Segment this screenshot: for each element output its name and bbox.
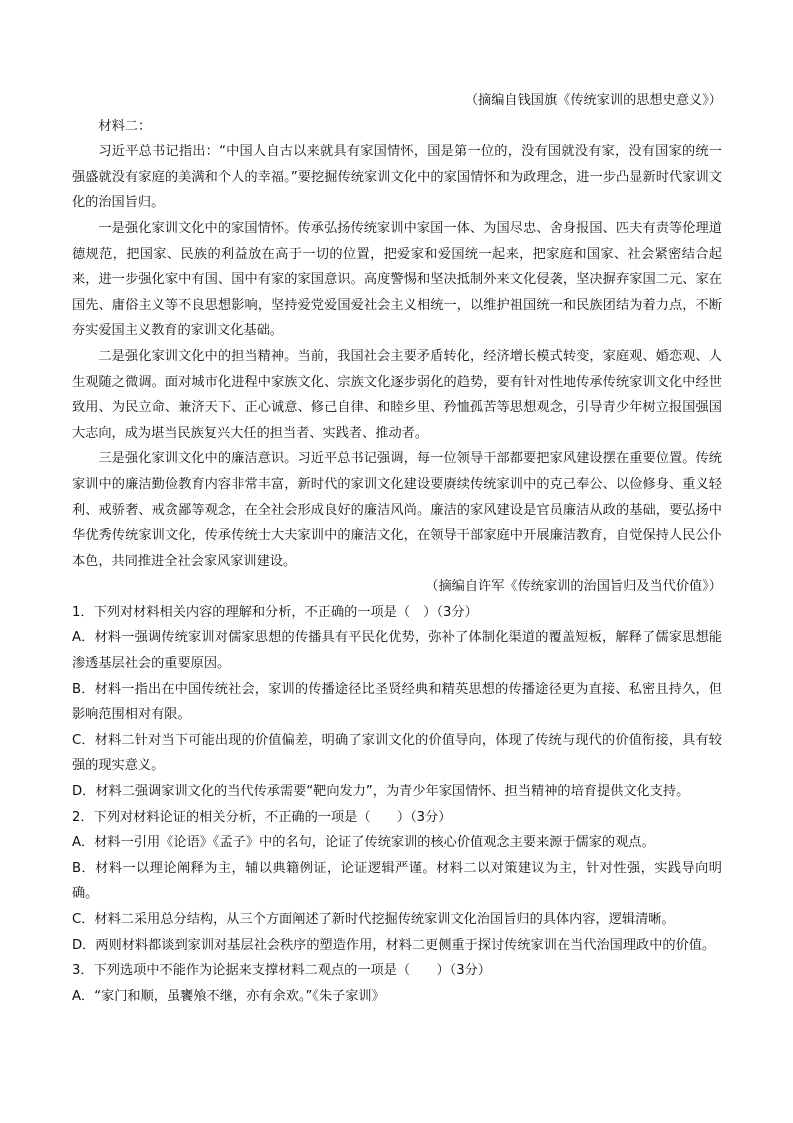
question-3-stem: 3．下列选项中不能作为论据来支撑材料二观点的一项是（ ）（3分） xyxy=(72,963,491,979)
material-2-paragraph: 习近平总书记指出：“中国人自古以来就具有家国情怀，国是第一位的，没有国就没有家，没有国家的统一强盛就没有家庭的美满和个人的幸福。”要挖掘传统家训文化中的家国情怀和为政理念，进一步凸显新时代家训文化的治国旨归。 xyxy=(72,144,722,211)
question-2-option-b: B．材料一以理论阐释为主，辅以典籍例证，论证逻辑严谨。材料二以对策建议为主，针对性强，实践导向明确。 xyxy=(72,860,722,902)
material-2-paragraph: 一是强化家训文化中的家国情怀。传承弘扬传统家训中家国一体、为国尽忠、舍身报国、匹夫有责等伦理道德规范，把国家、民族的利益放在高于一切的位置，把爱家和爱国统一起来，把家庭和国家、社会紧密结合起来，进一步强化家中有国、国中有家的家国意识。高度警惕和坚决抵制外来文化侵袭，坚决摒弃家国二元、家在国先、庸俗主义等不良思想影响，坚持爱党爱国爱社会主义相统一，以维护祖国统一和民族团结为着力点，不断夯实爱国主义教育的家训文化基础。 xyxy=(72,220,722,339)
source-citation-1: （摘编自钱国旗《传统家训的思想史意义》） xyxy=(464,93,722,108)
question-1-option-a: A．材料一强调传统家训对儒家思想的传播具有平民化优势，弥补了体制化渠道的覆盖短板，解释了儒家思想能渗透基层社会的重要原因。 xyxy=(72,630,722,672)
question-3-option-a: A．“家门和顺，虽饔飧不继，亦有余欢。”《朱子家训》 xyxy=(72,988,385,1004)
question-1-option-c: C．材料二针对当下可能出现的价值偏差，明确了家训文化的价值导向，体现了传统与现代的价值衔接，具有较强的现实意义。 xyxy=(72,732,722,774)
question-2-option-a: A．材料一引用《论语》《孟子》中的名句，论证了传统家训的核心价值观念主要来源于儒家的观点。 xyxy=(72,835,655,851)
material-2-paragraph: 二是强化家训文化中的担当精神。当前，我国社会主要矛盾转化，经济增长模式转变，家庭观、婚恋观、人生观随之微调。面对城市化进程中家族文化、宗族文化逐步弱化的趋势，要有针对性地传承传统家训文化中经世致用、为民立命、兼济天下、正心诚意、修己自律、和睦乡里、矜恤孤苦等思想观念，引导青少年树立报国强国大志向，成为堪当民族复兴大任的担当者、实践者、推动者。 xyxy=(72,348,722,441)
question-2-stem: 2．下列对材料论证的相关分析，不正确的一项是（ ）（3分） xyxy=(72,809,452,825)
question-1-stem: 1．下列对材料相关内容的理解和分析，不正确的一项是（ ）（3分） xyxy=(72,604,478,620)
question-1-option-b: B．材料一指出在中国传统社会，家训的传播途径比圣贤经典和精英思想的传播途径更为直接、私密且持久，但影响范围相对有限。 xyxy=(72,681,722,723)
question-2-option-d: D．两则材料都谈到家训对基层社会秩序的塑造作用，材料二更侧重于探讨传统家训在当代治国理政中的价值。 xyxy=(72,937,716,953)
question-2-option-c: C．材料二采用总分结构，从三个方面阐述了新时代挖掘传统家训文化治国旨归的具体内容，逻辑清晰。 xyxy=(72,912,675,927)
material-2-label: 材料二： xyxy=(98,118,152,134)
source-citation-2: （摘编自许军《传统家训的治国旨归及当代价值》） xyxy=(425,579,722,595)
question-1-option-d: D．材料二强调家训文化的当代传承需要“靶向发力”，为青少年家国情怀、担当精神的培育提供文化支持。 xyxy=(72,784,690,800)
material-2-paragraph: 三是强化家训文化中的廉洁意识。习近平总书记强调，每一位领导干部都要把家风建设摆在重要位置。传统家训中的廉洁勤俭教育内容非常丰富，新时代的家训文化建设要赓续传统家训中的克己奉公、以俭修身、重义轻利、戒骄奢、戒贪鄙等观念，在全社会形成良好的廉洁风尚。廉洁的家风建设是官员廉洁从政的基础，要弘扬中华优秀传统家训文化，传承传统士大夫家训中的廉洁文化，在领导干部家庭中开展廉洁教育，自觉保持人民公仆本色，共同推进全社会家风家训建设。 xyxy=(72,451,722,569)
document-page xyxy=(72,88,722,1009)
